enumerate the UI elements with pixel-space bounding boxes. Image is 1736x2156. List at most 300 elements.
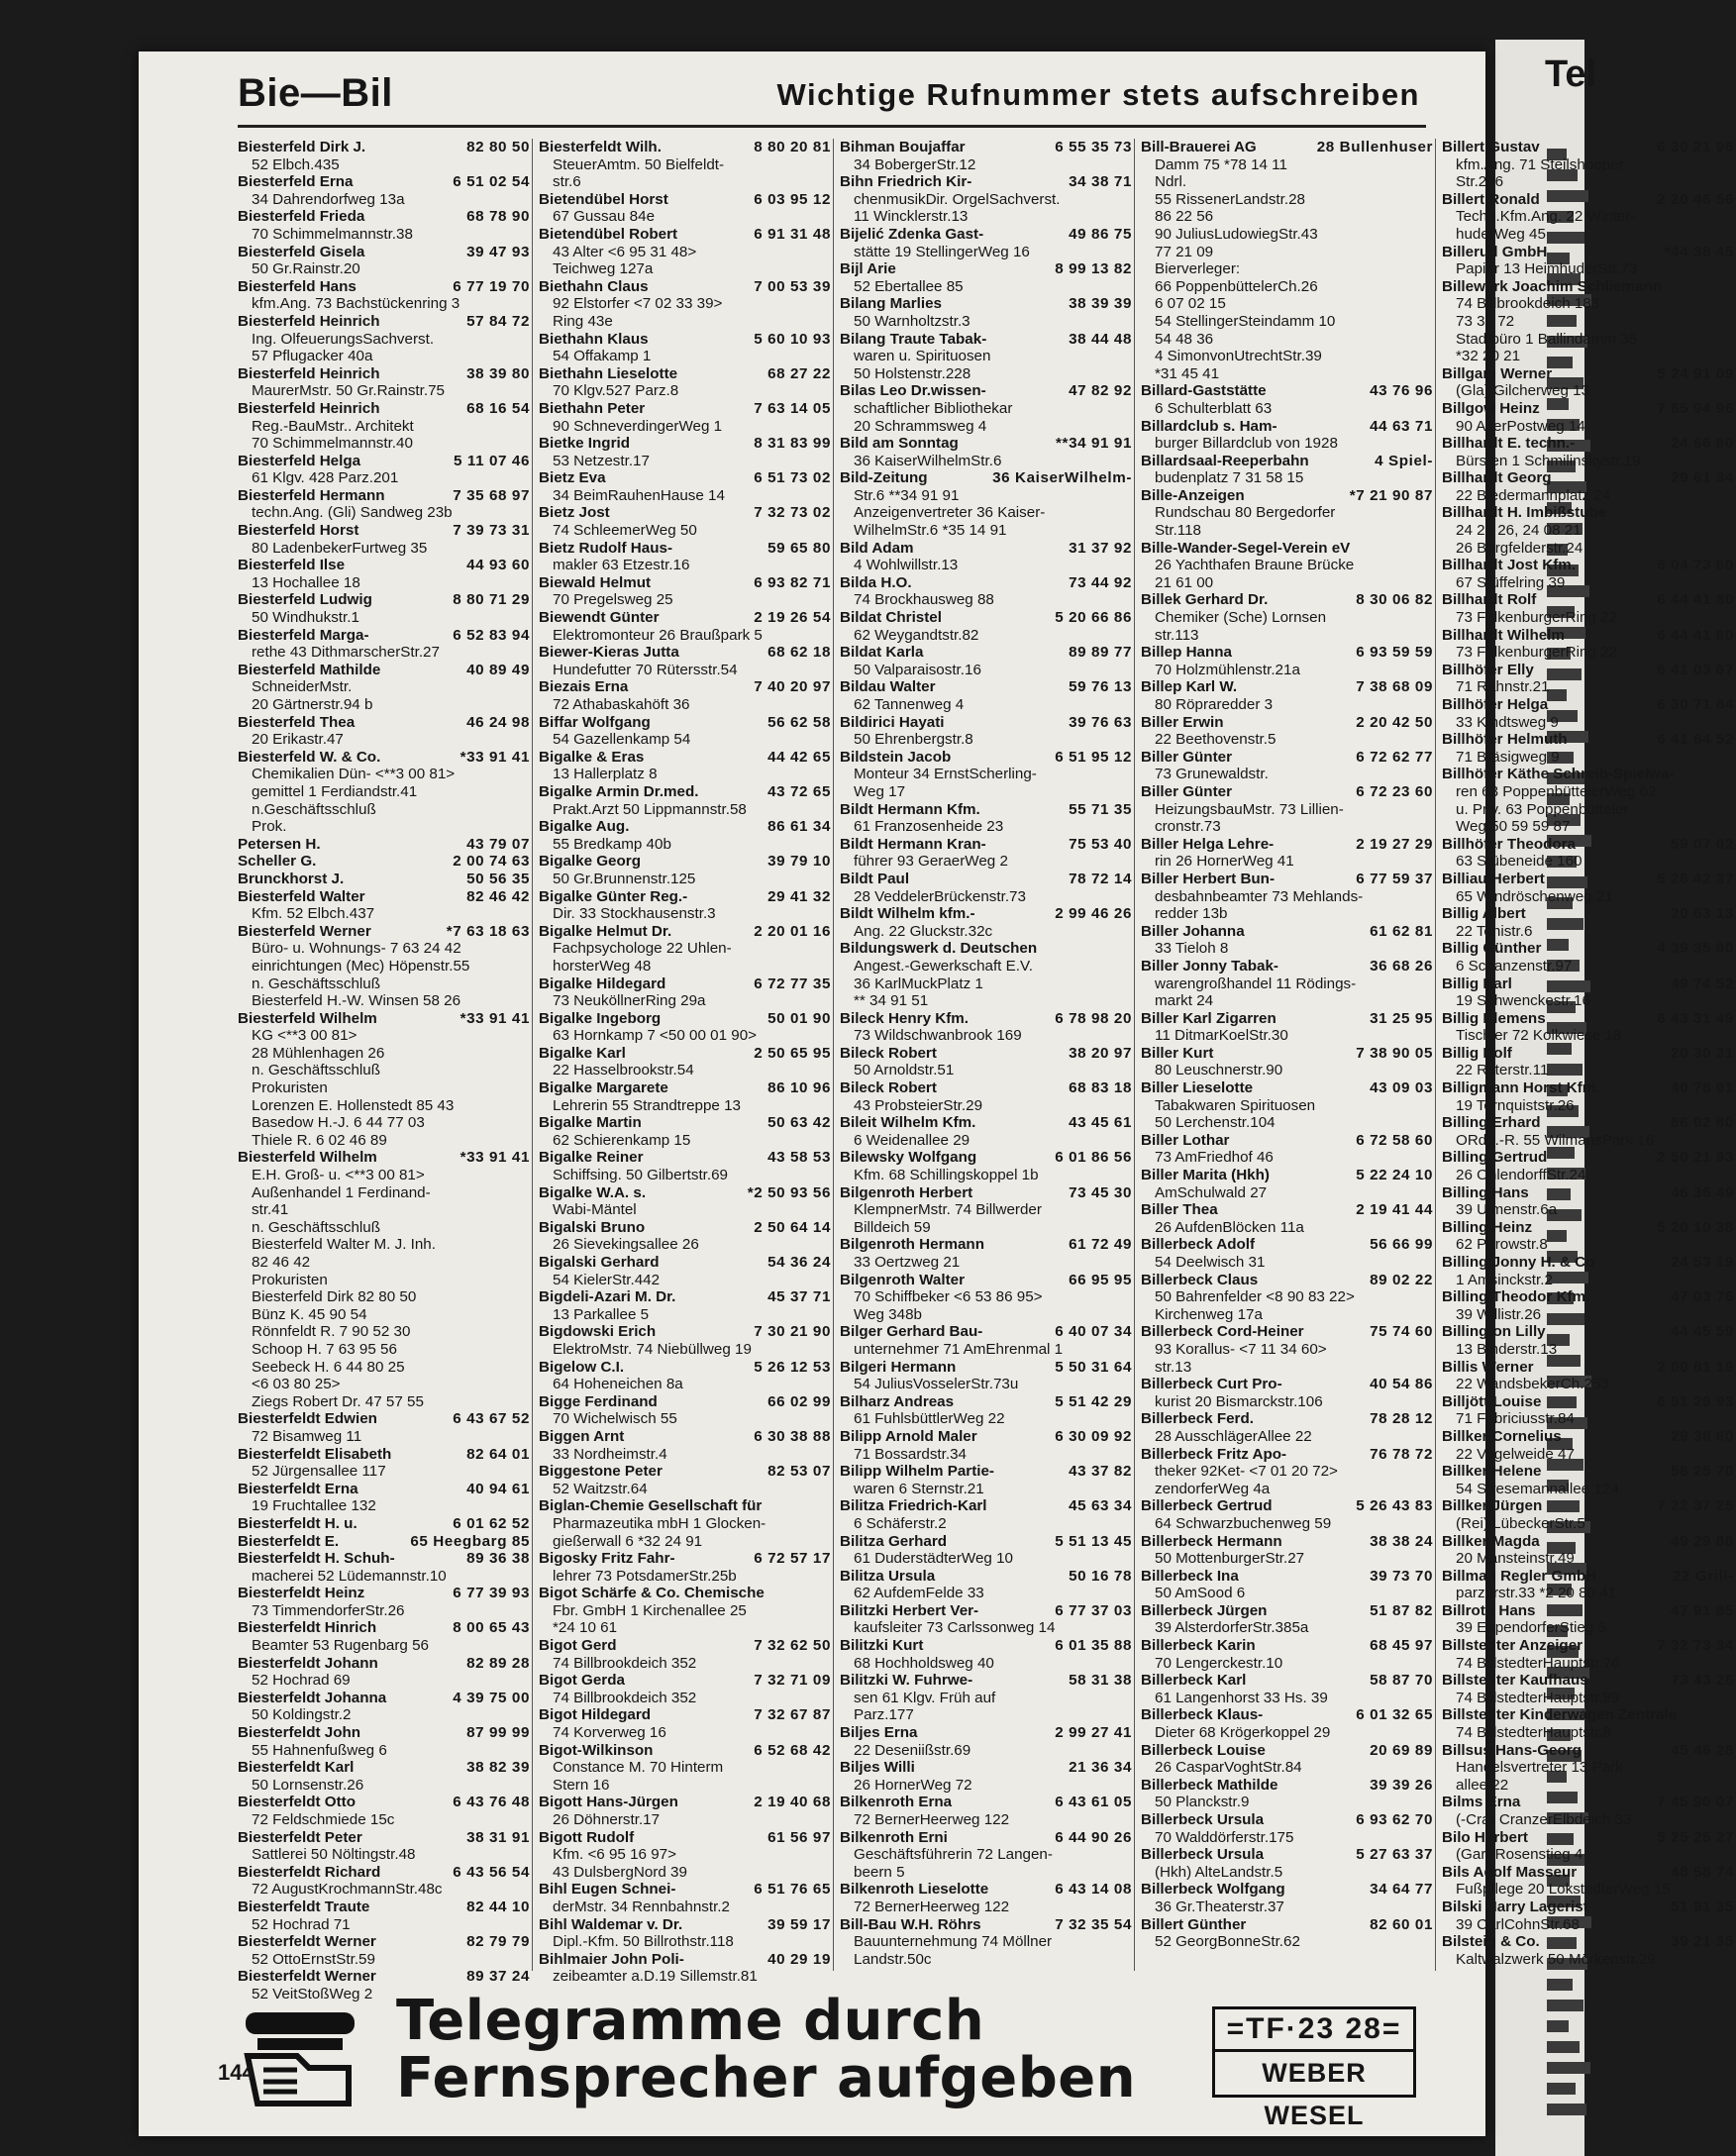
- directory-entry: [1141, 1497, 1433, 1532]
- entry-detail-line: 11 Wincklerstr.13: [854, 208, 969, 226]
- entry-name: Bilski Harry Lagerist: [1442, 1898, 1588, 1915]
- entry-detail-line: 52 Hochrad 71: [252, 1915, 351, 1933]
- entry-detail-line: *24 10 61: [553, 1619, 618, 1637]
- entry-detail-line: 53 Netzestr.17: [553, 452, 650, 469]
- entry-phone-number: 6 93 62 70: [1356, 1811, 1433, 1828]
- entry-detail-line: 62 AufdemFelde 33: [854, 1585, 984, 1602]
- entry-phone-number: 46 24 98: [466, 713, 530, 731]
- entry-detail-line: 50 Bahrenfelder <8 90 83 22>: [1155, 1288, 1355, 1306]
- entry-main-line: [539, 435, 831, 453]
- directory-entry: [1141, 1846, 1433, 1881]
- directory-entry: [539, 1706, 831, 1741]
- entry-name: Biller Karl Zigarren: [1141, 1009, 1276, 1027]
- directory-entry: [1141, 418, 1433, 453]
- entry-detail-line: 22 Biedermannplatz 24: [1456, 486, 1611, 504]
- entry-phone-number: 4 39 35 90: [1657, 940, 1734, 958]
- entry-phone-number: 73 43 26: [1671, 1672, 1734, 1690]
- entry-main-line: [238, 453, 530, 470]
- telephone-hand-icon: [238, 1993, 366, 2111]
- entry-main-line: [1442, 1706, 1734, 1724]
- entry-name: Billing Gertrud: [1442, 1149, 1548, 1167]
- entry-main-line: [1141, 540, 1433, 558]
- directory-entry: [539, 469, 831, 504]
- entry-name: Bilgenroth Walter: [840, 1271, 966, 1288]
- entry-phone-number: 36 KaiserWilhelm-: [992, 469, 1132, 487]
- directory-entry: [1141, 1323, 1433, 1376]
- entry-detail-line: 19 Schwenckestr.16: [1456, 992, 1590, 1010]
- directory-entry: [840, 714, 1132, 749]
- entry-phone-number: 45 46 28: [1671, 1741, 1734, 1759]
- entry-main-line: [238, 487, 530, 505]
- entry-name: Biesterfeld Ludwig: [238, 591, 372, 609]
- entry-detail-line: Kfm. 68 Schillingskoppel 1b: [854, 1167, 1039, 1184]
- entry-name: Bilgenroth Hermann: [840, 1236, 984, 1254]
- entry-detail-line: 39 Willistr.26: [1456, 1305, 1542, 1323]
- directory-entry: [539, 749, 831, 783]
- entry-detail-line: 39 Ulmenstr.6a: [1456, 1201, 1558, 1219]
- entry-detail-line: n. Geschäftsschluß: [252, 1218, 380, 1236]
- directory-entry: [1141, 1010, 1433, 1045]
- entry-main-line: [840, 173, 1132, 191]
- entry-detail-line: 20 Mansteinstr.49: [1456, 1550, 1575, 1568]
- entry-name: Billert Ronald: [1442, 190, 1540, 208]
- entry-main-line: [1141, 418, 1433, 436]
- directory-entry: [539, 1585, 831, 1637]
- entry-main-line: [840, 644, 1132, 662]
- footer-advertisement: [238, 1989, 1426, 2130]
- entry-main-line: [539, 540, 831, 558]
- directory-entry: [238, 1481, 530, 1515]
- entry-name: Bilharz Andreas: [840, 1392, 955, 1410]
- directory-entry: [840, 1794, 1132, 1828]
- entry-detail-line: 43 Alter <6 95 31 48>: [553, 243, 697, 260]
- entry-detail-line: 6 Weidenallee 29: [854, 1131, 970, 1149]
- entry-detail-line: 64 Hoheneichen 8a: [553, 1376, 683, 1393]
- directory-entry: [539, 1254, 831, 1288]
- entry-detail-line: 26 HornerWeg 72: [854, 1776, 972, 1794]
- directory-entry: [539, 1916, 831, 1951]
- entry-detail-line: Biesterfeld Dirk 82 80 50: [252, 1288, 417, 1306]
- directory-entry: [539, 609, 831, 644]
- entry-detail-line: 68 Hochholdsweg 40: [854, 1654, 994, 1672]
- entry-detail-line: 61 FuhlsbüttlerWeg 22: [854, 1410, 1005, 1428]
- entry-phone-number: 2 20 42 50: [1356, 713, 1433, 731]
- entry-phone-number: 6 43 76 48: [453, 1794, 530, 1811]
- directory-entry: [539, 1149, 831, 1183]
- entry-main-line: [1141, 1045, 1433, 1063]
- entry-phone-number: 38 44 48: [1069, 330, 1132, 348]
- entry-phone-number: 6 43 61 05: [1055, 1794, 1132, 1811]
- entry-name: Biesterfeld Wilhelm: [238, 1149, 377, 1167]
- directory-entry: [840, 574, 1132, 609]
- entry-detail-line: 11 DitmarKoelStr.30: [1155, 1027, 1288, 1045]
- entry-name: Billhöfer Helmuth: [1442, 731, 1568, 749]
- directory-entry: [539, 504, 831, 539]
- entry-detail-line: 71 Bräsigweg 9: [1456, 748, 1560, 766]
- entry-detail-line: Weg 50 59 59 87: [1456, 818, 1571, 836]
- entry-phone-number: 31 25 95: [1370, 1009, 1433, 1027]
- directory-entry: [1442, 1114, 1734, 1149]
- directory-entry: [539, 400, 831, 435]
- entry-phone-number: 38 82 39: [466, 1759, 530, 1777]
- entry-main-line: [238, 522, 530, 540]
- entry-phone-number: 50 63 42: [767, 1114, 831, 1132]
- entry-main-line: [840, 609, 1132, 627]
- entry-main-line: [840, 435, 1132, 453]
- entry-main-line: [1442, 1568, 1734, 1586]
- entry-name: Biesterfeldt Erna: [238, 1480, 358, 1497]
- entry-detail-line: 22 Tonistr.6: [1456, 922, 1533, 940]
- directory-entry: [238, 749, 530, 836]
- entry-phone-number: 6 91 29 93: [1657, 1392, 1734, 1410]
- directory-entry: [238, 1724, 530, 1759]
- entry-name: Billsus Hans-Georg: [1442, 1741, 1582, 1759]
- entry-phone-number: 56 62 58: [767, 713, 831, 731]
- entry-phone-number: 44 45 59: [1671, 1323, 1734, 1341]
- entry-phone-number: 29 41 32: [767, 887, 831, 905]
- entry-name: Biller Erwin: [1141, 713, 1224, 731]
- entry-detail-line: Schiffsing. 50 Gilbertstr.69: [553, 1167, 728, 1184]
- entry-detail-line: (Gar) Rosenstieg 4: [1456, 1846, 1583, 1864]
- entry-main-line: [1442, 1602, 1734, 1620]
- entry-main-line: [539, 1393, 831, 1411]
- entry-name: Billewerk Joachim Schliemann: [1442, 277, 1662, 295]
- directory-entry: [238, 1759, 530, 1794]
- entry-phone-number: 4 39 75 00: [453, 1689, 530, 1706]
- entry-name: Billing Theodor Kfm.: [1442, 1288, 1590, 1306]
- directory-entry: [238, 557, 530, 591]
- entry-phone-number: 68 45 97: [1370, 1637, 1433, 1655]
- entry-phone-number: 66 02 99: [767, 1392, 831, 1410]
- entry-name: Bigott Rudolf: [539, 1828, 635, 1846]
- entry-detail-line: 50 Warnholtzstr.3: [854, 312, 970, 330]
- entry-phone-number: 6 51 02 54: [453, 173, 530, 191]
- entry-detail-line: 20 Gärtnerstr.94 b: [252, 696, 373, 713]
- entry-detail-line: Dieter 68 Krögerkoppel 29: [1155, 1724, 1331, 1742]
- directory-entry: [1141, 1079, 1433, 1132]
- entry-phone-number: 47 91 85: [1671, 1601, 1734, 1619]
- entry-phone-number: 5 24 91 09: [1657, 364, 1734, 382]
- entry-name: Biesterfeldt Werner: [238, 1933, 376, 1951]
- entry-name: Billig Klemens: [1442, 1009, 1546, 1027]
- entry-detail-line: cronstr.73: [1155, 818, 1221, 836]
- entry-main-line: [840, 1829, 1132, 1847]
- entry-detail-line: 71 Rahnstr.21: [1456, 678, 1550, 696]
- entry-detail-line: 90 AlterPostweg 14: [1456, 417, 1585, 435]
- entry-name: Billing Jonny H. & Co: [1442, 1254, 1595, 1271]
- entry-main-line: [1141, 1167, 1433, 1184]
- entry-name: Biesterfeld Wilhelm: [238, 1009, 377, 1027]
- entry-phone-number: 50 56 35: [466, 870, 530, 887]
- entry-phone-number: 22 Grill-: [1673, 1567, 1734, 1585]
- directory-entry: [1141, 1167, 1433, 1201]
- entry-detail-line: 52 OttoErnstStr.59: [252, 1950, 375, 1968]
- entry-detail-line: WilhelmStr.6 *35 14 91: [854, 522, 1007, 540]
- entry-main-line: [1141, 1446, 1433, 1464]
- entry-name: Bigalke Günter Reg.-: [539, 887, 688, 905]
- entry-name: Billstedter Anzeiger: [1442, 1637, 1583, 1655]
- directory-entry: [840, 382, 1132, 435]
- directory-entry: [238, 627, 530, 662]
- entry-phone-number: 38 38 24: [1370, 1532, 1433, 1550]
- entry-detail-line: 52 Waitzstr.64: [553, 1480, 648, 1497]
- entry-name: Bildstein Jacob: [840, 748, 952, 766]
- entry-main-line: [840, 1010, 1132, 1028]
- entry-name: Billhardt Wilhelm: [1442, 626, 1565, 644]
- entry-detail-line: 74 Billbrookdeich 352: [553, 1654, 697, 1672]
- entry-name: Biesterfeld Frieda: [238, 208, 365, 226]
- entry-name: Bigot Gerda: [539, 1672, 625, 1690]
- entry-name: Biesterfeldt Johann: [238, 1654, 378, 1672]
- entry-phone-number: 68 78 90: [466, 208, 530, 226]
- entry-main-line: [238, 714, 530, 732]
- entry-phone-number: 82 64 01: [466, 1445, 530, 1463]
- entry-detail-line: u. Priv. 63 Poppenbütteler: [1456, 800, 1629, 818]
- entry-phone-number: 6 78 98 20: [1055, 1009, 1132, 1027]
- entry-detail-line: Reg.-BauMstr.. Architekt: [252, 417, 414, 435]
- entry-name: Biethahn Lieselotte: [539, 364, 678, 382]
- entry-phone-number: 78 72 14: [1069, 870, 1132, 887]
- entry-detail-line: Ang. 22 Gluckstr.32c: [854, 922, 993, 940]
- entry-detail-line: 19 Tornquiststr.26: [1456, 1096, 1575, 1114]
- directory-entry: [1442, 836, 1734, 871]
- directory-entry: [840, 678, 1132, 713]
- directory-entry: [1141, 1742, 1433, 1777]
- directory-entry: [1442, 1463, 1734, 1497]
- directory-entry: [1141, 714, 1433, 749]
- entry-detail-line: 50 Windhukstr.1: [252, 609, 359, 627]
- entry-detail-line: 4 SimonvonUtrechtStr.39: [1155, 348, 1322, 365]
- adjacent-page-text-line: [1547, 1979, 1573, 1991]
- entry-detail-line: 61 DuderstädterWeg 10: [854, 1550, 1013, 1568]
- entry-detail-line: Teichweg 127a: [553, 260, 654, 278]
- entry-phone-number: 39 59 17: [767, 1915, 831, 1933]
- entry-detail-line: Dir. 33 Stockhausenstr.3: [553, 905, 716, 923]
- entry-phone-number: 6 01 86 56: [1055, 1149, 1132, 1167]
- entry-name: Bilewsky Wolfgang: [840, 1149, 977, 1167]
- entry-phone-number: 46 36 49: [1671, 1183, 1734, 1201]
- entry-detail-line: AmSchulwald 27: [1155, 1183, 1268, 1201]
- entry-name: Bilitzki Herbert Ver-: [840, 1601, 979, 1619]
- directory-entry: [238, 173, 530, 208]
- entry-main-line: [238, 1933, 530, 1951]
- entry-phone-number: 58 87 70: [1370, 1672, 1433, 1690]
- entry-detail-line: Angest.-Gewerkschaft E.V.: [854, 957, 1033, 975]
- entry-detail-line: 39 EppendorferStieg 5: [1456, 1619, 1606, 1637]
- entry-detail-line: kfm.Ang. 73 Bachstückenring 3: [252, 295, 460, 313]
- entry-detail-line: Elektromonteur 26 Braußpark 5: [553, 626, 763, 644]
- entry-main-line: [238, 173, 530, 191]
- entry-name: Bilang Traute Tabak-: [840, 330, 987, 348]
- directory-entry: [539, 1359, 831, 1393]
- entry-detail-line: 34 Dahrendorfweg 13a: [252, 190, 405, 208]
- entry-name: Bileck Henry Kfm.: [840, 1009, 969, 1027]
- directory-entry: [539, 975, 831, 1010]
- entry-detail-line: 50 Lerchenstr.104: [1155, 1114, 1276, 1132]
- entry-phone-number: 6 91 31 48: [754, 225, 831, 243]
- entry-detail-line: KG <**3 00 81>: [252, 1027, 357, 1045]
- entry-name: Billhöfer Theodora: [1442, 835, 1577, 853]
- entry-phone-number: 43 45 61: [1069, 1114, 1132, 1132]
- entry-name: Bileck Robert: [840, 1044, 937, 1062]
- directory-entry: [1442, 1497, 1734, 1532]
- entry-phone-number: 68 27 22: [767, 364, 831, 382]
- entry-main-line: [539, 469, 831, 487]
- directory-entry: [840, 1568, 1132, 1602]
- entry-detail-line: 52 Elbch.435: [252, 155, 340, 173]
- entry-phone-number: 7 32 67 87: [754, 1706, 831, 1724]
- directory-entry: [238, 487, 530, 522]
- entry-detail-line: waren 6 Sternstr.21: [854, 1480, 984, 1497]
- entry-main-line: [1442, 400, 1734, 418]
- entry-detail-line: 55 Hahnenfußweg 6: [252, 1741, 387, 1759]
- directory-entry: [539, 1794, 831, 1828]
- entry-phone-number: [1730, 278, 1734, 296]
- directory-entry: [840, 1916, 1132, 1969]
- entry-name: Bileck Robert: [840, 1079, 937, 1097]
- directory-entry: [1442, 627, 1734, 662]
- entry-detail-line: Rönnfeldt R. 7 90 52 30: [252, 1323, 411, 1341]
- entry-name: Billig Günther: [1442, 940, 1542, 958]
- entry-main-line: [1442, 871, 1734, 888]
- directory-entry: [539, 1184, 831, 1219]
- entry-detail-line: Sattlerei 50 Nöltingstr.48: [252, 1846, 416, 1864]
- ad-slogan-line-2: Fernsprecher aufgeben: [396, 2046, 1137, 2110]
- entry-detail-line: Bürsten 1 Schmilinskystr.19: [1456, 452, 1641, 469]
- entry-main-line: [539, 1114, 831, 1132]
- entry-detail-line: 50 AmSood 6: [1155, 1585, 1246, 1602]
- entry-main-line: [1442, 504, 1734, 522]
- entry-phone-number: 82 89 28: [466, 1654, 530, 1672]
- entry-name: Biezais Erna: [539, 678, 629, 696]
- entry-name: Biesterfeldt Wilh.: [539, 139, 662, 155]
- entry-phone-number: 40 54 86: [1370, 1376, 1433, 1393]
- directory-entry: [238, 1149, 530, 1410]
- entry-main-line: [1442, 1045, 1734, 1063]
- entry-phone-number: 7 38 68 09: [1356, 678, 1433, 696]
- adjacent-page-text-line: [1547, 2020, 1569, 2032]
- entry-main-line: [1442, 435, 1734, 453]
- entry-name: Billerbeck Ursula: [1141, 1846, 1265, 1864]
- directory-entry: [1442, 1323, 1734, 1358]
- entry-name: Billington Lilly: [1442, 1323, 1546, 1341]
- entry-detail-line: 70 Wichelwisch 55: [553, 1410, 677, 1428]
- entry-name: Biesterfeld Mathilde: [238, 661, 381, 678]
- entry-main-line: [840, 1236, 1132, 1254]
- entry-phone-number: 8 80 71 29: [453, 591, 530, 609]
- entry-name: Bildau Walter: [840, 678, 936, 696]
- entry-detail-line: 50 Ehrenbergstr.8: [854, 731, 973, 749]
- entry-main-line: [539, 1794, 831, 1811]
- entry-name: Billing Hans: [1442, 1183, 1529, 1201]
- entry-detail-line: 62 Schierenkamp 15: [553, 1131, 691, 1149]
- entry-main-line: [1442, 1672, 1734, 1690]
- entry-detail-line: Prokuristen: [252, 1271, 328, 1288]
- entry-phone-number: 8 00 65 43: [453, 1619, 530, 1637]
- entry-main-line: [539, 1079, 831, 1097]
- entry-name: Bilkenroth Erni: [840, 1828, 948, 1846]
- entry-detail-line: Techn.Kfm.Ang. 22 Winter-: [1456, 208, 1636, 226]
- directory-entry: [238, 1829, 530, 1864]
- directory-entry: [1442, 1742, 1734, 1795]
- entry-main-line: [238, 853, 530, 871]
- entry-detail-line: zeibeamter a.D.19 Sillemstr.81: [553, 1968, 758, 1986]
- entry-name: Bilo Herbert: [1442, 1828, 1528, 1846]
- entry-phone-number: 89 89 77: [1069, 644, 1132, 662]
- entry-main-line: [238, 871, 530, 888]
- entry-name: Bild Adam: [840, 539, 914, 557]
- directory-entry: [539, 365, 831, 400]
- entry-detail-line: techn.Ang. (Gli) Sandweg 23b: [252, 504, 453, 522]
- entry-main-line: [840, 139, 1132, 156]
- entry-phone-number: 43 76 96: [1370, 382, 1433, 400]
- entry-phone-number: 5 60 10 93: [754, 330, 831, 348]
- entry-detail-line: Ring 43e: [553, 312, 613, 330]
- directory-entry: [238, 1010, 530, 1150]
- entry-main-line: [1141, 1916, 1433, 1934]
- directory-entry: [1442, 1672, 1734, 1706]
- entry-phone-number: *7 21 90 87: [1349, 486, 1433, 504]
- entry-main-line: [1141, 1637, 1433, 1655]
- directory-entry: [840, 540, 1132, 574]
- entry-name: Billig Karl: [1442, 975, 1512, 992]
- entry-detail-line: Schoop H. 7 63 95 56: [252, 1340, 397, 1358]
- entry-name: Biggen Arnt: [539, 1427, 625, 1445]
- entry-detail-line: 62 Weygandtstr.82: [854, 626, 979, 644]
- entry-name: Billert Günther: [1141, 1915, 1247, 1933]
- entry-detail-line: 70 Pregelsweg 25: [553, 591, 673, 609]
- entry-detail-line: Basedow H.-J. 6 44 77 03: [252, 1114, 425, 1132]
- adjacent-page-text-line: [1547, 2041, 1580, 2053]
- entry-detail-line: 73 31 72: [1456, 312, 1515, 330]
- directory-entry: [1442, 1359, 1734, 1393]
- entry-main-line: [840, 714, 1132, 732]
- entry-name: Billhardt Rolf: [1442, 591, 1537, 609]
- entry-detail-line: Lehrerin 55 Strandtreppe 13: [553, 1096, 741, 1114]
- directory-entry: [238, 522, 530, 557]
- entry-name: Biller Günter: [1141, 748, 1232, 766]
- entry-phone-number: 73 45 30: [1069, 1183, 1132, 1201]
- entry-detail-line: gießerwall 6 *32 24 91: [553, 1532, 703, 1550]
- entry-detail-line: 50 Arnoldstr.51: [854, 1062, 955, 1079]
- entry-detail-line: einrichtungen (Mec) Höpenstr.55: [252, 957, 470, 975]
- entry-phone-number: 7 45 90 07: [1657, 1794, 1734, 1811]
- entry-phone-number: 51 91 35: [1671, 1898, 1734, 1915]
- entry-phone-number: 6 72 62 77: [1356, 748, 1433, 766]
- entry-detail-line: str.6: [553, 173, 581, 191]
- entry-main-line: [539, 888, 831, 906]
- entry-detail-line: 20 Erikastr.47: [252, 731, 344, 749]
- entry-main-line: [840, 678, 1132, 696]
- directory-entry: [1141, 1272, 1433, 1324]
- entry-detail-line: unternehmer 71 AmEhrenmal 1: [854, 1340, 1064, 1358]
- directory-entry: [238, 365, 530, 400]
- entry-name: Billiau Herbert: [1442, 870, 1545, 887]
- entry-detail-line: 54 Offakamp 1: [553, 348, 652, 365]
- entry-detail-line: Bauunternehmung 74 Möllner: [854, 1933, 1053, 1951]
- entry-phone-number: 6 77 39 93: [453, 1585, 530, 1602]
- entry-phone-number: 5 26 42 37: [1657, 870, 1734, 887]
- entry-detail-line: 50 MottenburgerStr.27: [1155, 1550, 1305, 1568]
- entry-main-line: [840, 1602, 1132, 1620]
- entry-detail-line: parzerstr.33 *2 20 80 41: [1456, 1585, 1617, 1602]
- entry-main-line: [1141, 923, 1433, 941]
- entry-phone-number: 6 51 73 02: [754, 469, 831, 487]
- entry-phone-number: 7 00 53 39: [754, 277, 831, 295]
- entry-detail-line: rin 26 HornerWeg 41: [1155, 853, 1294, 871]
- entry-phone-number: 5 50 31 64: [1055, 1358, 1132, 1376]
- entry-phone-number: 4 Spiel-: [1375, 452, 1433, 469]
